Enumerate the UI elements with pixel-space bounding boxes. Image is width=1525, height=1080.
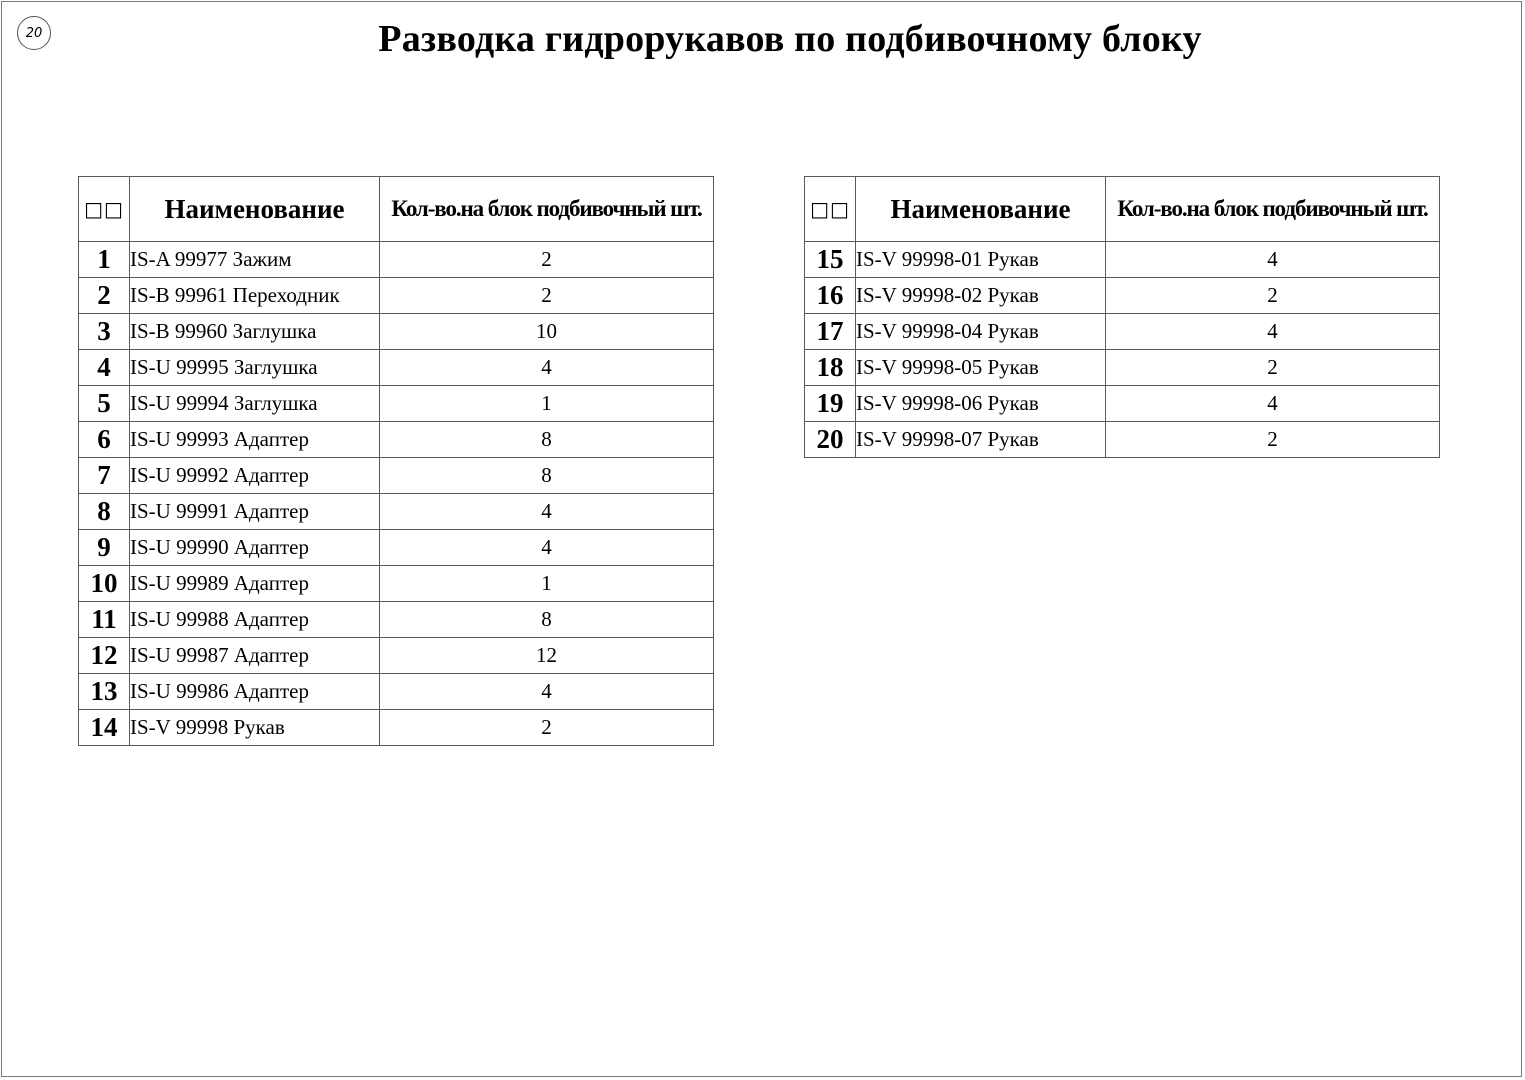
item-name-cell: IS-U 99990 Адаптер — [130, 530, 380, 566]
item-name-cell: IS-A 99977 Зажим — [130, 242, 380, 278]
row-number-cell: 9 — [79, 530, 130, 566]
item-name-cell: IS-U 99991 Адаптер — [130, 494, 380, 530]
row-number-cell: 3 — [79, 314, 130, 350]
column-header-number: □□ — [79, 177, 130, 242]
row-number-cell: 16 — [805, 278, 856, 314]
quantity-cell: 4 — [1106, 314, 1440, 350]
row-number-cell: 6 — [79, 422, 130, 458]
item-name-cell: IS-V 99998 Рукав — [130, 710, 380, 746]
column-header-quantity: Кол-во.на блок подбивочный шт. — [1106, 177, 1440, 242]
quantity-cell: 2 — [1106, 422, 1440, 458]
right-spec-table — [804, 176, 1440, 458]
row-number-cell: 4 — [79, 350, 130, 386]
item-name-cell: IS-U 99989 Адаптер — [130, 566, 380, 602]
table-header-row — [79, 177, 714, 242]
page-number-badge: 20 — [17, 16, 51, 50]
row-number-cell: 18 — [805, 350, 856, 386]
column-header-number: □□ — [805, 177, 856, 242]
table-row — [79, 530, 714, 566]
table-row — [805, 242, 1440, 278]
page-title: Разводка гидрорукавов по подбивочному блоку — [378, 18, 1202, 60]
item-name-cell: IS-V 99998-01 Рукав — [856, 242, 1106, 278]
quantity-cell: 10 — [380, 314, 714, 350]
table-row — [79, 458, 714, 494]
quantity-cell: 2 — [1106, 350, 1440, 386]
item-name-cell: IS-U 99994 Заглушка — [130, 386, 380, 422]
quantity-cell: 4 — [1106, 242, 1440, 278]
row-number-cell: 2 — [79, 278, 130, 314]
item-name-cell: IS-B 99960 Заглушка — [130, 314, 380, 350]
table-row — [79, 710, 714, 746]
column-header-quantity: Кол-во.на блок подбивочный шт. — [380, 177, 714, 242]
quantity-cell: 12 — [380, 638, 714, 674]
table-row — [79, 422, 714, 458]
item-name-cell: IS-V 99998-02 Рукав — [856, 278, 1106, 314]
item-name-cell: IS-U 99986 Адаптер — [130, 674, 380, 710]
item-name-cell: IS-U 99987 Адаптер — [130, 638, 380, 674]
quantity-cell: 1 — [380, 386, 714, 422]
table-row — [805, 386, 1440, 422]
table-row — [79, 314, 714, 350]
item-name-cell: IS-V 99998-06 Рукав — [856, 386, 1106, 422]
quantity-cell: 2 — [380, 242, 714, 278]
table-row — [79, 386, 714, 422]
row-number-cell: 10 — [79, 566, 130, 602]
quantity-cell: 1 — [380, 566, 714, 602]
item-name-cell: IS-U 99988 Адаптер — [130, 602, 380, 638]
quantity-cell: 8 — [380, 458, 714, 494]
table-row — [79, 566, 714, 602]
item-name-cell: IS-B 99961 Переходник — [130, 278, 380, 314]
row-number-cell: 15 — [805, 242, 856, 278]
row-number-cell: 5 — [79, 386, 130, 422]
left-spec-table — [78, 176, 714, 746]
row-number-cell: 7 — [79, 458, 130, 494]
item-name-cell: IS-V 99998-05 Рукав — [856, 350, 1106, 386]
row-number-cell: 1 — [79, 242, 130, 278]
row-number-cell: 13 — [79, 674, 130, 710]
row-number-cell: 17 — [805, 314, 856, 350]
quantity-cell: 2 — [1106, 278, 1440, 314]
column-header-name: Наименование — [856, 177, 1106, 242]
table-row — [805, 350, 1440, 386]
quantity-cell: 8 — [380, 422, 714, 458]
table-row — [805, 314, 1440, 350]
row-number-cell: 20 — [805, 422, 856, 458]
table-row — [79, 242, 714, 278]
quantity-cell: 4 — [380, 350, 714, 386]
row-number-cell: 8 — [79, 494, 130, 530]
quantity-cell: 8 — [380, 602, 714, 638]
row-number-cell: 12 — [79, 638, 130, 674]
quantity-cell: 4 — [380, 494, 714, 530]
table-row — [79, 638, 714, 674]
table-row — [805, 278, 1440, 314]
table-header-row — [805, 177, 1440, 242]
table-row — [79, 674, 714, 710]
table-row — [79, 278, 714, 314]
item-name-cell: IS-V 99998-07 Рукав — [856, 422, 1106, 458]
table-row — [79, 494, 714, 530]
quantity-cell: 2 — [380, 278, 714, 314]
row-number-cell: 11 — [79, 602, 130, 638]
quantity-cell: 2 — [380, 710, 714, 746]
table-row — [79, 350, 714, 386]
quantity-cell: 4 — [380, 674, 714, 710]
row-number-cell: 19 — [805, 386, 856, 422]
quantity-cell: 4 — [380, 530, 714, 566]
item-name-cell: IS-U 99995 Заглушка — [130, 350, 380, 386]
item-name-cell: IS-U 99993 Адаптер — [130, 422, 380, 458]
item-name-cell: IS-V 99998-04 Рукав — [856, 314, 1106, 350]
table-row — [79, 602, 714, 638]
item-name-cell: IS-U 99992 Адаптер — [130, 458, 380, 494]
row-number-cell: 14 — [79, 710, 130, 746]
quantity-cell: 4 — [1106, 386, 1440, 422]
table-row — [805, 422, 1440, 458]
column-header-name: Наименование — [130, 177, 380, 242]
